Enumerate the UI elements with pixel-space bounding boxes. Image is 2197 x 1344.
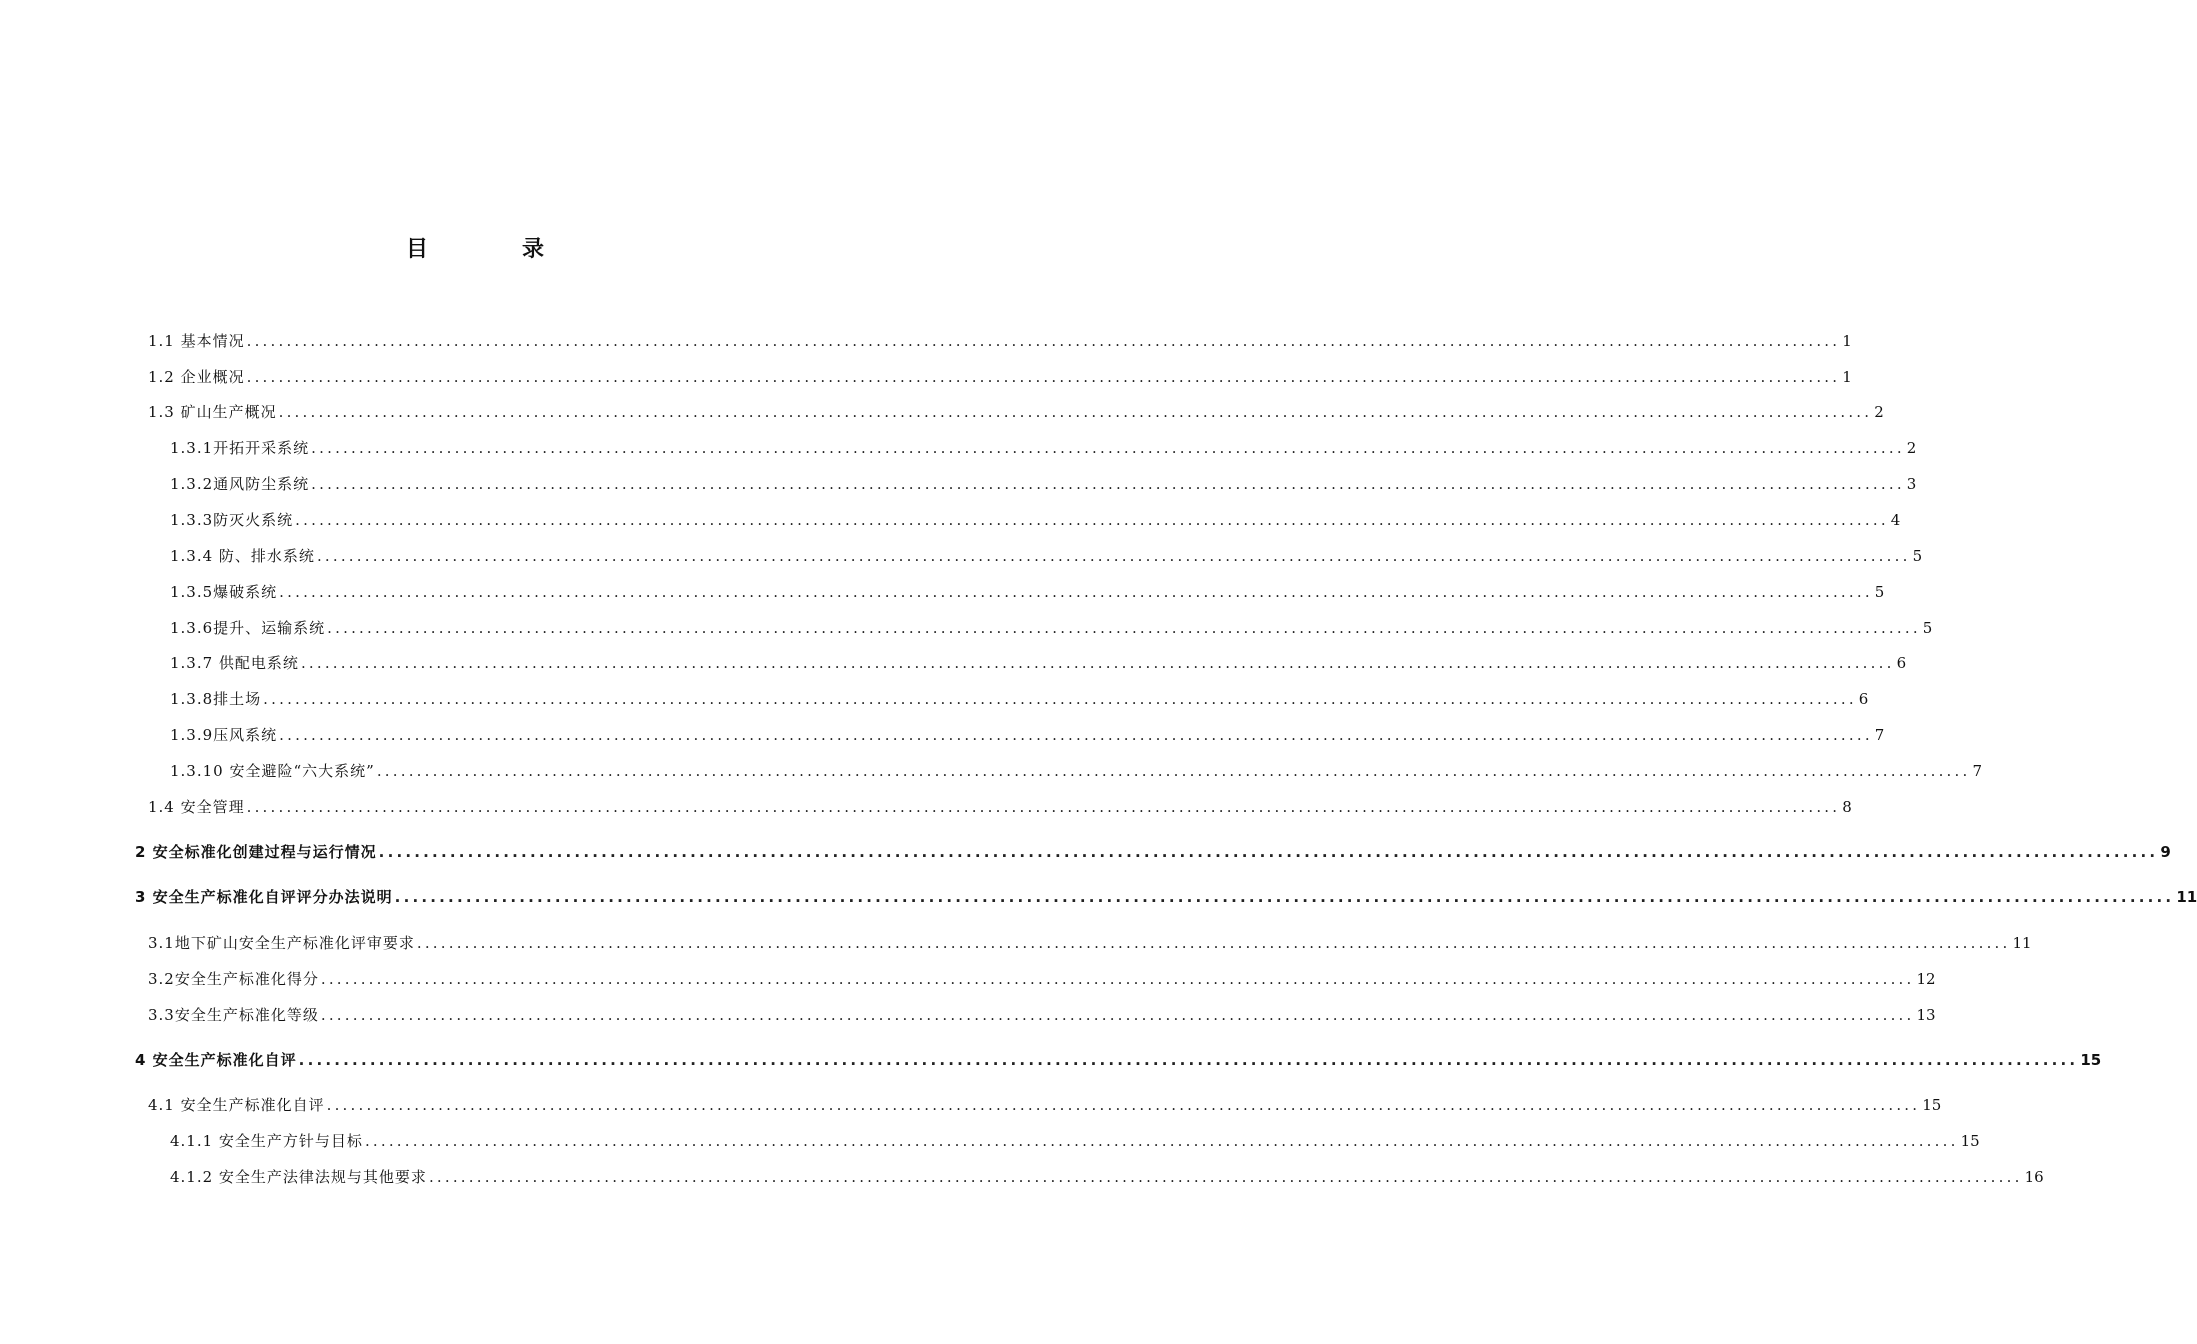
dot-leader: ........................................................................................................................................................................................................ xyxy=(376,762,1971,780)
dot-leader: ........................................................................................................................................................................................................ xyxy=(246,798,1841,816)
dot-leader: ........................................................................................................................................................................................................ xyxy=(320,1006,1915,1024)
toc-entry-label: 3.2安全生产标准化得分 xyxy=(148,970,319,988)
toc-entry-page: 5 xyxy=(1912,547,1923,565)
toc-entry-page: 16 xyxy=(2024,1168,2044,1186)
toc-entry-label: 4.1.2 安全生产法律法规与其他要求 xyxy=(170,1168,427,1186)
toc-entry-label: 1.3.8排土场 xyxy=(170,690,262,708)
dot-leader: ........................................................................................................................................................................................................ xyxy=(246,368,1841,386)
dot-leader: ........................................................................................................................................................................................................ xyxy=(279,583,1873,601)
toc-entry[interactable] xyxy=(148,796,1852,818)
toc-entry-label: 1.3.10 安全避险“六大系统” xyxy=(170,762,375,780)
toc-entry-label: 3.1地下矿山安全生产标准化评审要求 xyxy=(148,934,415,952)
dot-leader: ........................................................................................................................................................................................................ xyxy=(320,970,1915,988)
toc-entry-page: 2 xyxy=(1906,439,1917,457)
dot-leader: ........................................................................................................................................................................................................ xyxy=(311,439,1905,457)
toc-entry-label: 3 安全生产标准化自评评分办法说明 xyxy=(135,888,393,906)
toc-entry[interactable] xyxy=(135,1049,2102,1071)
toc-entry-page: 3 xyxy=(1906,475,1917,493)
toc-entry-page: 5 xyxy=(1922,619,1933,637)
toc-entry-label: 1.3.2通风防尘系统 xyxy=(170,475,310,493)
toc-entry[interactable] xyxy=(135,841,2171,863)
toc-entry[interactable] xyxy=(148,932,2032,954)
toc-entry-label: 3.3安全生产标准化等级 xyxy=(148,1006,319,1024)
toc-entry[interactable] xyxy=(148,968,1936,990)
toc-entry-label: 1.3.6提升、运输系统 xyxy=(170,619,326,637)
toc-entry[interactable] xyxy=(170,1166,2044,1188)
dot-leader: ........................................................................................................................................................................................................ xyxy=(311,475,1905,493)
toc-entry[interactable] xyxy=(170,617,1933,639)
dot-leader: ........................................................................................................................................................................................................ xyxy=(295,511,1889,529)
dot-leader: ........................................................................................................................................................................................................ xyxy=(394,888,2175,906)
dot-leader: ........................................................................................................................................................................................................ xyxy=(279,726,1873,744)
toc-entry[interactable] xyxy=(148,1004,1936,1026)
toc-entry-label: 1.3.7 供配电系统 xyxy=(170,654,299,672)
toc-entry[interactable] xyxy=(170,545,1923,567)
toc-entry-page: 15 xyxy=(2080,1051,2102,1069)
dot-leader: ........................................................................................................................................................................................................ xyxy=(364,1132,1959,1150)
dot-leader: ........................................................................................................................................................................................................ xyxy=(378,843,2159,861)
toc-entry-page: 6 xyxy=(1858,690,1869,708)
toc-entry-label: 1.2 企业概况 xyxy=(148,368,245,386)
toc-entry-label: 1.3.3防灭火系统 xyxy=(170,511,294,529)
toc-entry[interactable] xyxy=(135,886,2197,908)
dot-leader: ........................................................................................................................................................................................................ xyxy=(263,690,1857,708)
toc-entry-page: 7 xyxy=(1874,726,1885,744)
toc-entry[interactable] xyxy=(170,760,1982,782)
toc-entry[interactable] xyxy=(170,1130,1980,1152)
toc-entry-page: 7 xyxy=(1972,762,1982,780)
toc-entry-page: 6 xyxy=(1896,654,1907,672)
toc-entry-label: 4.1 安全生产标准化自评 xyxy=(148,1096,325,1114)
toc-entry[interactable] xyxy=(148,1094,1942,1116)
dot-leader: ........................................................................................................................................................................................................ xyxy=(327,619,1921,637)
toc-entry-page: 11 xyxy=(2176,888,2197,906)
toc-entry-label: 1.3.9压风系统 xyxy=(170,726,278,744)
toc-entry-label: 4 安全生产标准化自评 xyxy=(135,1051,297,1069)
toc-entry[interactable] xyxy=(170,509,1901,531)
toc-entry-page: 1 xyxy=(1842,332,1852,350)
toc-entry-label: 4.1.1 安全生产方针与目标 xyxy=(170,1132,363,1150)
toc-entry[interactable] xyxy=(148,366,1852,388)
toc-entry-page: 2 xyxy=(1874,403,1884,421)
toc-entry-label: 1.4 安全管理 xyxy=(148,798,245,816)
dot-leader: ........................................................................................................................................................................................................ xyxy=(416,934,2011,952)
toc-entry[interactable] xyxy=(170,652,1907,674)
toc-entry-page: 9 xyxy=(2160,843,2171,861)
toc-entry-label: 1.1 基本情况 xyxy=(148,332,245,350)
toc-entry-page: 5 xyxy=(1874,583,1885,601)
toc-entry[interactable] xyxy=(170,437,1917,459)
toc-entry-page: 15 xyxy=(1960,1132,1980,1150)
dot-leader: ........................................................................................................................................................................................................ xyxy=(298,1051,2079,1069)
dot-leader: ........................................................................................................................................................................................................ xyxy=(278,403,1873,421)
toc-entry-page: 11 xyxy=(2012,934,2032,952)
toc-entry-page: 12 xyxy=(1916,970,1936,988)
dot-leader: ........................................................................................................................................................................................................ xyxy=(428,1168,2023,1186)
toc-entry-page: 4 xyxy=(1890,511,1901,529)
toc-entry-label: 1.3 矿山生产概况 xyxy=(148,403,277,421)
toc-entry[interactable] xyxy=(148,401,1884,423)
toc-entry[interactable] xyxy=(170,688,1869,710)
toc-entry-page: 13 xyxy=(1916,1006,1936,1024)
toc-entry-label: 2 安全标准化创建过程与运行情况 xyxy=(135,843,377,861)
toc-entry[interactable] xyxy=(170,473,1917,495)
toc-entry[interactable] xyxy=(148,330,1852,352)
toc-entry[interactable] xyxy=(170,724,1885,746)
dot-leader: ........................................................................................................................................................................................................ xyxy=(246,332,1841,350)
toc-entry[interactable] xyxy=(170,581,1885,603)
dot-leader: ........................................................................................................................................................................................................ xyxy=(326,1096,1921,1114)
toc-entry-page: 1 xyxy=(1842,368,1852,386)
toc-entry-page: 15 xyxy=(1922,1096,1942,1114)
dot-leader: ........................................................................................................................................................................................................ xyxy=(300,654,1895,672)
toc-entry-page: 8 xyxy=(1842,798,1852,816)
toc-entry-label: 1.3.1开拓开采系统 xyxy=(170,439,310,457)
toc-title: 目 录 xyxy=(405,237,580,262)
dot-leader: ........................................................................................................................................................................................................ xyxy=(316,547,1911,565)
toc-entry-label: 1.3.5爆破系统 xyxy=(170,583,278,601)
toc-entry-label: 1.3.4 防、排水系统 xyxy=(170,547,315,565)
